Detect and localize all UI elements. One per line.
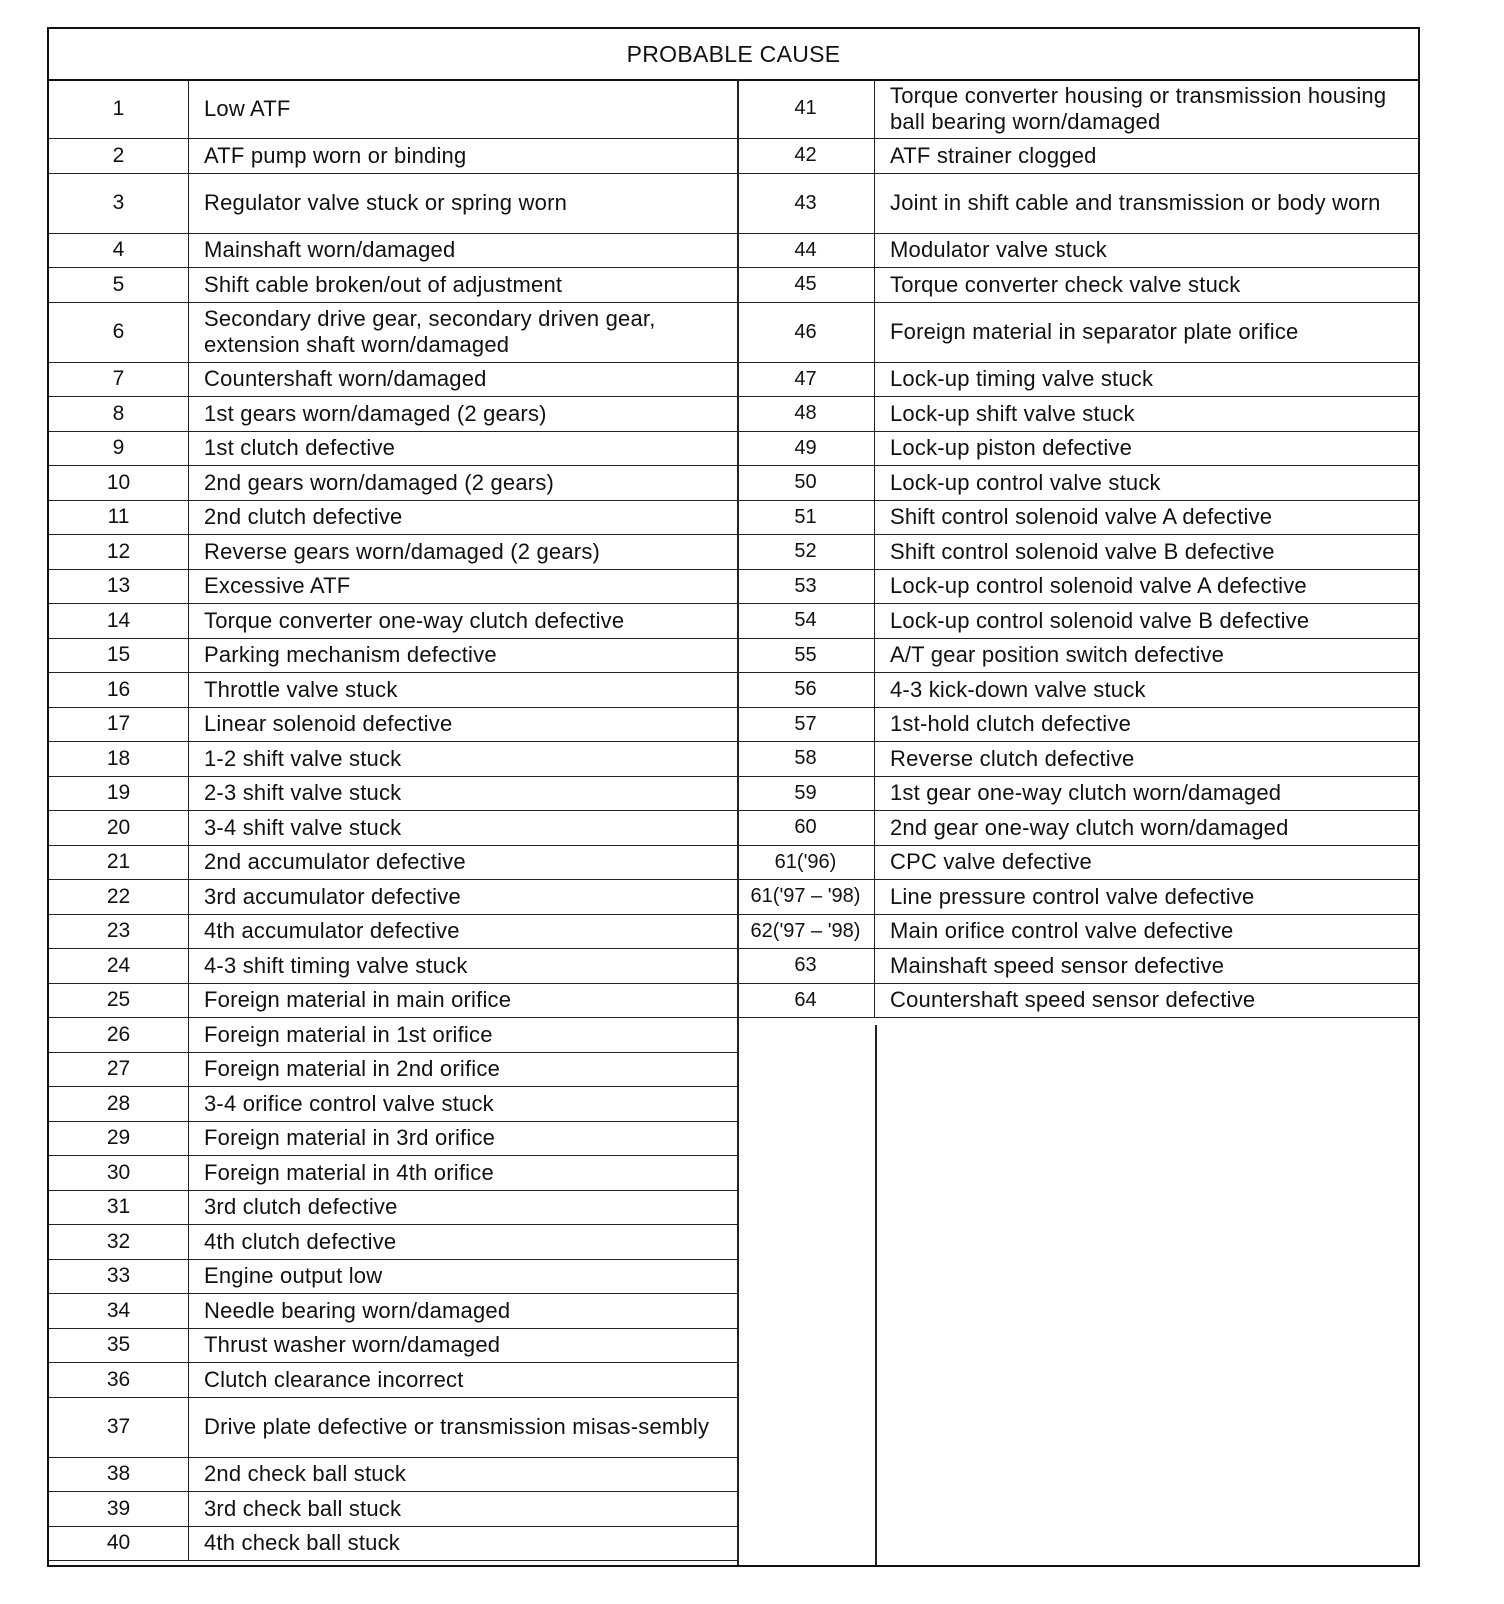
table-row	[49, 777, 737, 812]
cause-number: 4	[49, 234, 189, 268]
cause-number: 48	[737, 397, 875, 431]
cause-number: 1	[49, 79, 189, 138]
table-row	[49, 1398, 737, 1458]
cause-description: Lock-up control valve stuck	[890, 469, 1161, 495]
table-row	[737, 363, 1418, 398]
cause-number: 43	[737, 174, 875, 233]
cause-description: Main orifice control valve defective	[890, 918, 1234, 944]
cause-number: 8	[49, 397, 189, 431]
cause-number: 15	[49, 639, 189, 673]
table-row	[49, 1053, 737, 1088]
cause-number: 40	[49, 1527, 189, 1561]
table-row	[49, 639, 737, 674]
cause-description: 2-3 shift valve stuck	[204, 780, 402, 806]
cause-description: Foreign material in 3rd orifice	[204, 1125, 496, 1151]
cause-number: 34	[49, 1294, 189, 1328]
cause-number: 29	[49, 1122, 189, 1156]
table-row	[49, 501, 737, 536]
table-row	[49, 1122, 737, 1157]
cause-description: Linear solenoid defective	[204, 711, 453, 737]
table-row	[737, 811, 1418, 846]
table-row	[737, 432, 1418, 467]
cause-number: 45	[737, 268, 875, 302]
table-row	[49, 1191, 737, 1226]
cause-description: Countershaft speed sensor defective	[890, 987, 1256, 1013]
cause-number: 57	[737, 708, 875, 742]
cause-number: 26	[49, 1018, 189, 1052]
cause-number: 5	[49, 268, 189, 302]
left-rows	[49, 79, 737, 1561]
cause-description: Torque converter one-way clutch defective	[204, 607, 625, 633]
cause-number: 21	[49, 846, 189, 880]
cause-number: 36	[49, 1363, 189, 1397]
cause-description: Foreign material in 1st orifice	[204, 1021, 493, 1047]
table-row	[49, 1363, 737, 1398]
cause-number: 38	[49, 1458, 189, 1492]
cause-description: 4th check ball stuck	[204, 1530, 400, 1556]
cause-number: 58	[737, 742, 875, 776]
cause-description: 2nd accumulator defective	[204, 849, 466, 875]
cause-description: Lock-up shift valve stuck	[890, 400, 1135, 426]
cause-description: Secondary drive gear, secondary driven gear, extension shaft worn/damaged	[204, 306, 656, 357]
cause-number: 28	[49, 1087, 189, 1121]
table-row	[49, 846, 737, 881]
cause-number: 62('97 – '98)	[737, 915, 875, 949]
table-row	[49, 880, 737, 915]
right-rows	[737, 79, 1418, 1018]
cause-number: 44	[737, 234, 875, 268]
cause-description: 3-4 shift valve stuck	[204, 814, 402, 840]
table-row	[737, 234, 1418, 269]
table-row	[737, 915, 1418, 950]
table-title: PROBABLE CAUSE	[49, 29, 1418, 81]
table-row	[49, 79, 737, 139]
table-row	[49, 268, 737, 303]
table-row	[49, 535, 737, 570]
table-row	[49, 673, 737, 708]
table-row	[737, 139, 1418, 174]
cause-description: Thrust washer worn/damaged	[204, 1332, 501, 1358]
cause-number: 52	[737, 535, 875, 569]
cause-description: 4-3 shift timing valve stuck	[204, 952, 468, 978]
cause-description: 2nd check ball stuck	[204, 1461, 407, 1487]
cause-number: 56	[737, 673, 875, 707]
cause-description: Needle bearing worn/damaged	[204, 1297, 511, 1323]
table-row	[737, 604, 1418, 639]
cause-description: CPC valve defective	[890, 849, 1092, 875]
table-row	[49, 1294, 737, 1329]
cause-description: Lock-up control solenoid valve A defective	[890, 573, 1307, 599]
table-row	[49, 466, 737, 501]
cause-number: 31	[49, 1191, 189, 1225]
cause-description: 4th accumulator defective	[204, 918, 460, 944]
cause-number: 3	[49, 174, 189, 233]
table-row	[737, 673, 1418, 708]
table-row	[737, 501, 1418, 536]
cause-number: 33	[49, 1260, 189, 1294]
empty-area-divider	[875, 1025, 877, 1565]
table-row	[737, 268, 1418, 303]
cause-description: 1st-hold clutch defective	[890, 711, 1132, 737]
cause-number: 18	[49, 742, 189, 776]
cause-description: Regulator valve stuck or spring worn	[204, 190, 568, 215]
cause-number: 10	[49, 466, 189, 500]
table-row	[737, 984, 1418, 1019]
cause-description: Engine output low	[204, 1263, 383, 1289]
table-row	[49, 303, 737, 363]
cause-number: 19	[49, 777, 189, 811]
cause-description: Torque converter housing or transmission housing ball bearing worn/damaged	[890, 82, 1387, 134]
cause-description: Reverse gears worn/damaged (2 gears)	[204, 538, 601, 564]
cause-number: 53	[737, 570, 875, 604]
cause-description: Drive plate defective or transmission misas-sembly	[204, 1414, 710, 1439]
cause-description: Lock-up piston defective	[890, 435, 1133, 461]
cause-number: 35	[49, 1329, 189, 1363]
table-row	[737, 742, 1418, 777]
cause-number: 11	[49, 501, 189, 535]
table-row	[737, 303, 1418, 363]
cause-description: Clutch clearance incorrect	[204, 1366, 464, 1392]
right-column	[737, 79, 1418, 1018]
table-row	[49, 139, 737, 174]
cause-number: 32	[49, 1225, 189, 1259]
table-row	[49, 570, 737, 605]
table-row	[737, 174, 1418, 234]
cause-number: 49	[737, 432, 875, 466]
cause-description: Shift control solenoid valve B defective	[890, 538, 1275, 564]
cause-number: 13	[49, 570, 189, 604]
cause-description: Foreign material in 4th orifice	[204, 1159, 494, 1185]
cause-number: 46	[737, 303, 875, 362]
cause-number: 51	[737, 501, 875, 535]
table-row	[737, 535, 1418, 570]
table-row	[737, 79, 1418, 139]
cause-number: 60	[737, 811, 875, 845]
table-row	[49, 174, 737, 234]
cause-description: Throttle valve stuck	[204, 676, 398, 702]
cause-description: 1st gears worn/damaged (2 gears)	[204, 400, 547, 426]
table-row	[49, 1225, 737, 1260]
cause-number: 59	[737, 777, 875, 811]
table-row	[737, 880, 1418, 915]
cause-number: 64	[737, 984, 875, 1018]
cause-description: 2nd clutch defective	[204, 504, 403, 530]
cause-description: 1-2 shift valve stuck	[204, 745, 402, 771]
left-column	[49, 79, 737, 1561]
cause-number: 37	[49, 1398, 189, 1457]
cause-number: 7	[49, 363, 189, 397]
cause-number: 55	[737, 639, 875, 673]
table-row	[49, 915, 737, 950]
cause-description: Excessive ATF	[204, 573, 351, 599]
cause-number: 9	[49, 432, 189, 466]
cause-description: 3rd accumulator defective	[204, 883, 461, 909]
cause-description: 3rd clutch defective	[204, 1194, 398, 1220]
cause-description: 2nd gears worn/damaged (2 gears)	[204, 469, 555, 495]
cause-description: ATF strainer clogged	[890, 142, 1097, 168]
cause-description: Foreign material in 2nd orifice	[204, 1056, 501, 1082]
cause-description: 3-4 orifice control valve stuck	[204, 1090, 494, 1116]
table-row	[737, 397, 1418, 432]
cause-description: 1st clutch defective	[204, 435, 396, 461]
cause-number: 12	[49, 535, 189, 569]
table-row	[49, 604, 737, 639]
cause-number: 27	[49, 1053, 189, 1087]
probable-cause-table	[47, 27, 1420, 1567]
cause-number: 20	[49, 811, 189, 845]
cause-number: 22	[49, 880, 189, 914]
cause-number: 17	[49, 708, 189, 742]
cause-number: 6	[49, 303, 189, 362]
table-row	[737, 846, 1418, 881]
cause-number: 41	[737, 79, 875, 138]
table-row	[49, 1458, 737, 1493]
cause-description: 4th clutch defective	[204, 1228, 397, 1254]
cause-number: 2	[49, 139, 189, 173]
cause-number: 24	[49, 949, 189, 983]
cause-description: 1st gear one-way clutch worn/damaged	[890, 780, 1282, 806]
cause-number: 61('96)	[737, 846, 875, 880]
cause-description: Lock-up timing valve stuck	[890, 366, 1154, 392]
cause-description: Mainshaft speed sensor defective	[890, 952, 1225, 978]
cause-description: Shift cable broken/out of adjustment	[204, 271, 563, 297]
table-row	[49, 1492, 737, 1527]
table-row	[49, 1018, 737, 1053]
table-row	[49, 397, 737, 432]
cause-number: 16	[49, 673, 189, 707]
cause-number: 42	[737, 139, 875, 173]
table-row	[49, 708, 737, 743]
table-row	[49, 234, 737, 269]
cause-number: 63	[737, 949, 875, 983]
table-row	[49, 1087, 737, 1122]
table-row	[737, 777, 1418, 812]
table-row	[737, 639, 1418, 674]
table-row	[49, 432, 737, 467]
table-row	[737, 466, 1418, 501]
table-row	[737, 949, 1418, 984]
table-row	[49, 984, 737, 1019]
cause-description: Reverse clutch defective	[890, 745, 1135, 771]
table-row	[737, 570, 1418, 605]
cause-description: Foreign material in main orifice	[204, 987, 512, 1013]
cause-description: 3rd check ball stuck	[204, 1495, 402, 1521]
table-row	[49, 742, 737, 777]
cause-number: 61('97 – '98)	[737, 880, 875, 914]
cause-number: 14	[49, 604, 189, 638]
cause-description: 2nd gear one-way clutch worn/damaged	[890, 814, 1289, 840]
cause-number: 47	[737, 363, 875, 397]
column-divider	[737, 79, 739, 1565]
cause-description: ATF pump worn or binding	[204, 142, 467, 168]
cause-description: A/T gear position switch defective	[890, 642, 1225, 668]
cause-description: Low ATF	[204, 95, 291, 121]
cause-number: 25	[49, 984, 189, 1018]
cause-description: 4-3 kick-down valve stuck	[890, 676, 1146, 702]
cause-description: Foreign material in separator plate orifice	[890, 319, 1299, 344]
table-row	[737, 708, 1418, 743]
cause-description: Lock-up control solenoid valve B defective	[890, 607, 1310, 633]
table-row	[49, 949, 737, 984]
table-row	[49, 1527, 737, 1562]
cause-description: Mainshaft worn/damaged	[204, 237, 456, 263]
cause-description: Joint in shift cable and transmission or body worn	[890, 190, 1381, 215]
cause-number: 54	[737, 604, 875, 638]
cause-number: 23	[49, 915, 189, 949]
cause-description: Parking mechanism defective	[204, 642, 497, 668]
cause-number: 30	[49, 1156, 189, 1190]
table-row	[49, 1156, 737, 1191]
cause-description: Modulator valve stuck	[890, 237, 1107, 263]
table-row	[49, 1260, 737, 1295]
table-row	[49, 363, 737, 398]
cause-description: Torque converter check valve stuck	[890, 271, 1241, 297]
table-row	[49, 811, 737, 846]
cause-number: 50	[737, 466, 875, 500]
table-row	[49, 1329, 737, 1364]
cause-description: Countershaft worn/damaged	[204, 366, 487, 392]
cause-number: 39	[49, 1492, 189, 1526]
cause-description: Shift control solenoid valve A defective	[890, 504, 1273, 530]
cause-description: Line pressure control valve defective	[890, 883, 1255, 909]
